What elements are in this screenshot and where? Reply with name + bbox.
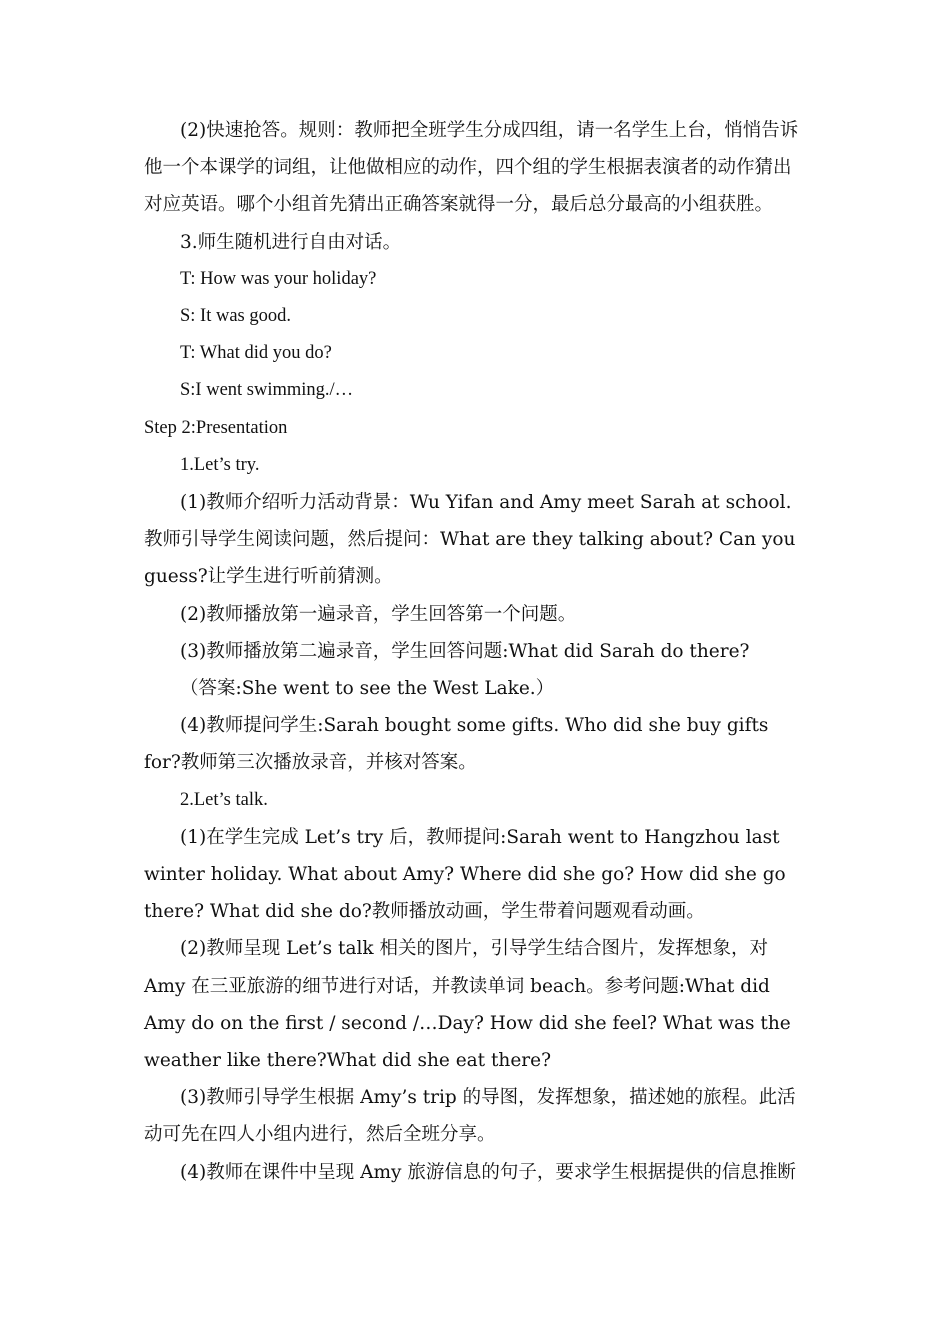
subsection-heading: 1.Let’s try. xyxy=(180,454,260,475)
paragraph-rules: (2)快速抢答。规则：教师把全班学生分成四组，请一名学生上台，悄悄告诉他一个本课学的词组，让他做相应的动作，四个组的学生根据表演者的动作猜出对应英语。哪个小组首先猜出正确答案就得一分，最后总分最高的小组获胜。 xyxy=(144,120,799,216)
paragraph-free-talk: 3.师生随机进行自由对话。 xyxy=(180,231,402,253)
document-body xyxy=(144,112,808,1191)
dialogue-line: S: It was good. xyxy=(180,306,291,327)
dialogue-line: T: What did you do? xyxy=(180,343,332,364)
paragraph-trip-info: (4)教师在课件中呈现 Amy 旅游信息的句子，要求学生根据提供的信息推断 xyxy=(180,1161,796,1183)
paragraph-trip-map: (3)教师引导学生根据 Amy’s trip 的导图，发挥想象，描述她的旅程。此活动可先在四人小组内进行，然后全班分享。 xyxy=(144,1087,796,1146)
subsection-heading: 2.Let’s talk. xyxy=(180,789,268,810)
paragraph-talk-pictures: (2)教师呈现 Let’s talk 相关的图片，引导学生结合图片，发挥想象，对 Amy 在三亚旅游的细节进行对话，并教读单词 beach。参考问题:What did Amy do on the first / second /…Day? How did she feel? What was the weather like there?What did she eat there? xyxy=(144,938,791,1072)
dialogue-line: T: How was your holiday? xyxy=(180,268,377,289)
dialogue-line: S:I went swimming./… xyxy=(180,380,354,401)
paragraph-second-listen: (3)教师播放第二遍录音，学生回答问题:What did Sarah do there? xyxy=(180,640,750,662)
paragraph-listening-background: (1)教师介绍听力活动背景：Wu Yifan and Amy meet Sarah at school.教师引导学生阅读问题，然后提问：What are they talking about? Can you guess?让学生进行听前猜测。 xyxy=(144,492,796,588)
paragraph-third-listen: (4)教师提问学生:Sarah bought some gifts. Who did she buy gifts for?教师第三次播放录音，并核对答案。 xyxy=(144,715,769,774)
paragraph-first-listen: (2)教师播放第一遍录音，学生回答第一个问题。 xyxy=(180,603,577,625)
paragraph-answer: （答案:She went to see the West Lake.） xyxy=(180,678,555,700)
paragraph-talk-questions: (1)在学生完成 Let’s try 后，教师提问:Sarah went to Hangzhou last winter holiday. What about Amy? Where did she go? How did she go there? What did she do?教师播放动画，学生带着问题观看动画。 xyxy=(144,826,786,923)
section-heading: Step 2:Presentation xyxy=(144,417,288,438)
